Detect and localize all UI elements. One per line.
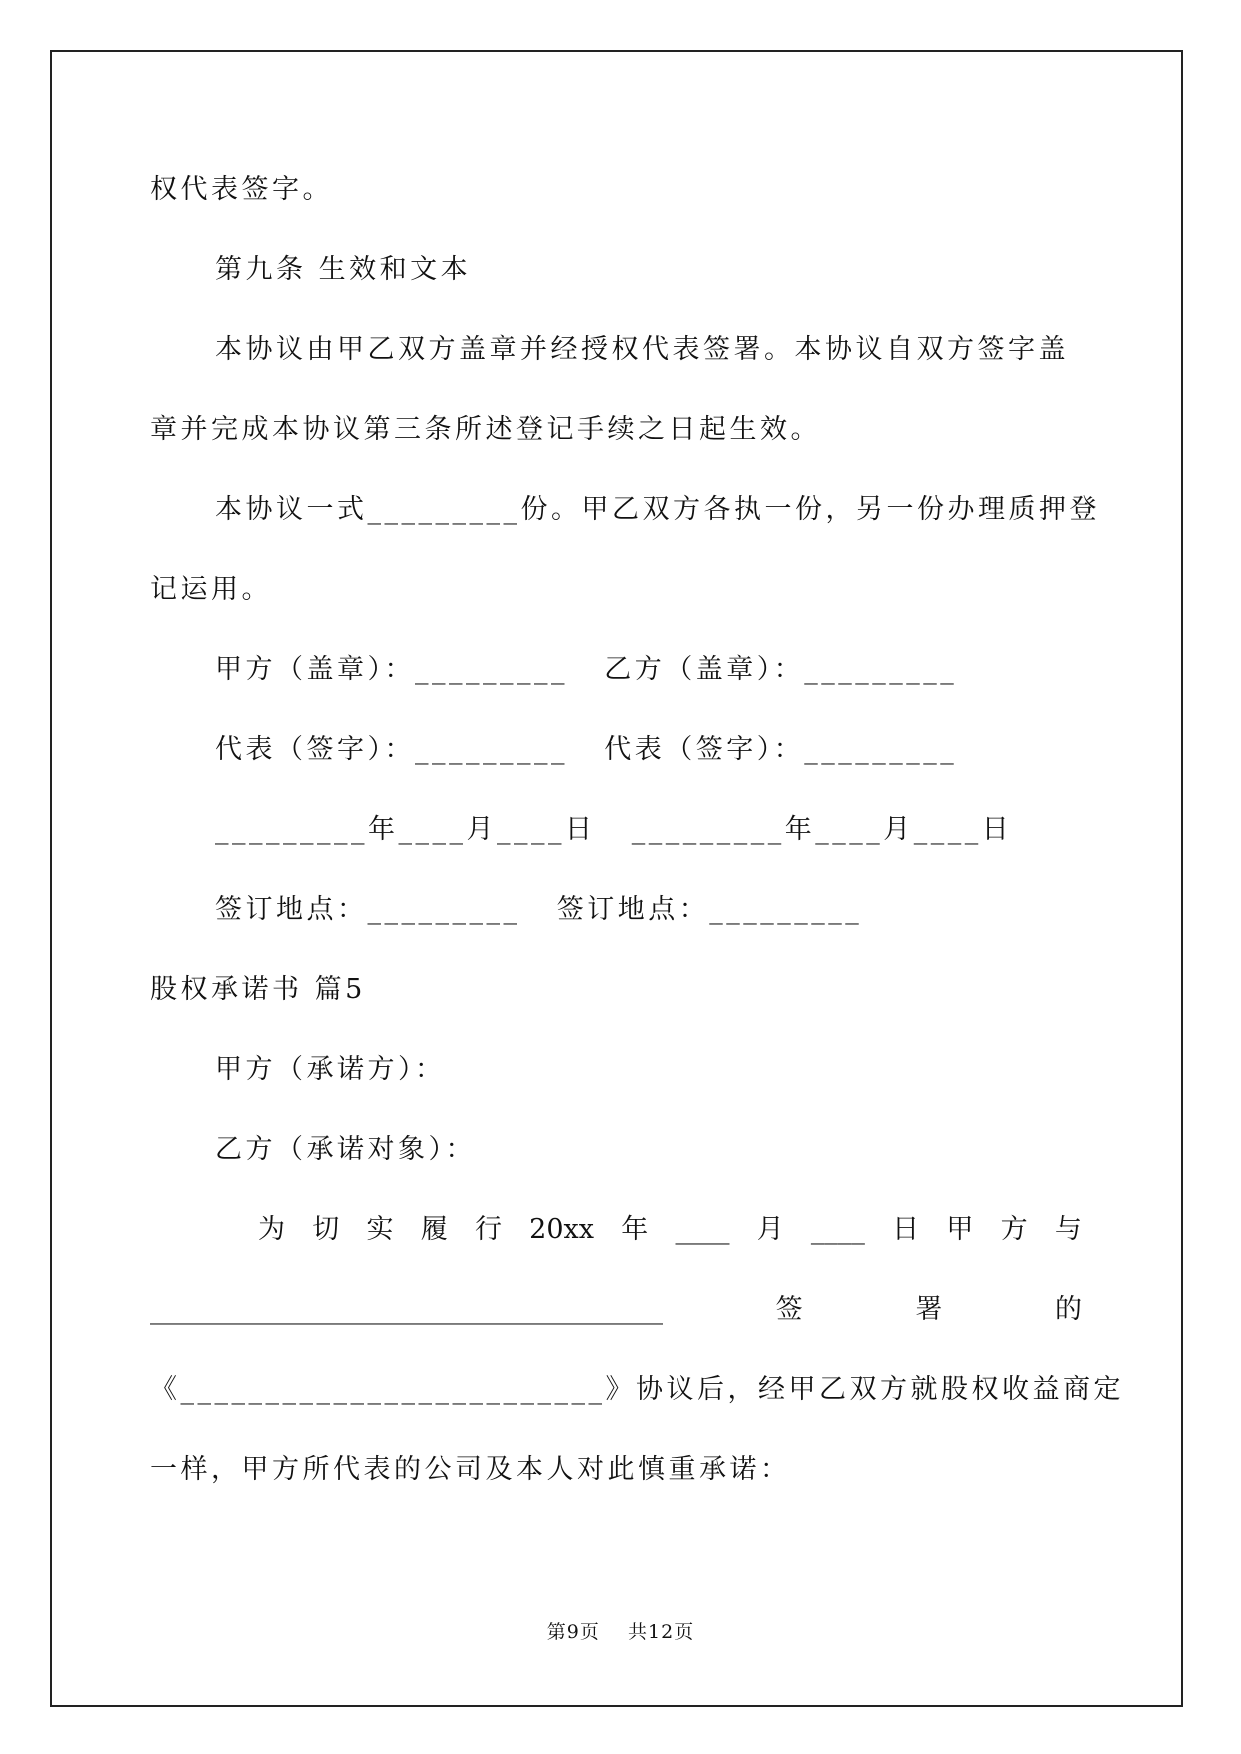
text-line: 本协议一式_________份。甲乙双方各执一份，另一份办理质押登 bbox=[215, 494, 1100, 525]
section-heading: 第九条 生效和文本 bbox=[215, 254, 472, 285]
signature-line: 代表（签字）：_________ 代表（签字）：_________ bbox=[215, 734, 958, 765]
word: 履 bbox=[420, 1214, 448, 1245]
word: 的 bbox=[1054, 1294, 1082, 1325]
text-line: 本协议由甲乙双方盖章并经授权代表签署。本协议自双方签字盖 bbox=[215, 334, 1069, 365]
party-a-line: 甲方（承诺方）： bbox=[215, 1054, 446, 1085]
word: 方 bbox=[1000, 1214, 1028, 1245]
word: 为 bbox=[258, 1214, 285, 1245]
word: 日 bbox=[892, 1214, 920, 1245]
word: 切 bbox=[312, 1214, 340, 1245]
word: 年 bbox=[621, 1214, 649, 1245]
word: 月 bbox=[756, 1214, 784, 1245]
text-line: 权代表签字。 bbox=[150, 174, 333, 205]
word: 甲 bbox=[946, 1214, 974, 1245]
word: 与 bbox=[1054, 1214, 1082, 1245]
word: 行 bbox=[474, 1214, 502, 1245]
justified-line-1 bbox=[258, 1210, 1082, 1250]
text-line: 《_________________________》协议后，经甲乙双方就股权收益商定 bbox=[150, 1374, 1124, 1405]
place-line: 签订地点：_________ 签订地点：_________ bbox=[215, 894, 863, 925]
text-line: 一样，甲方所代表的公司及本人对此慎重承诺： bbox=[150, 1454, 791, 1485]
text-line: 章并完成本协议第三条所述登记手续之日起生效。 bbox=[150, 414, 821, 445]
word: ____ bbox=[675, 1214, 730, 1245]
word: ____ bbox=[810, 1214, 865, 1245]
date-line: _________年____月____日 _________年____月____日 bbox=[215, 814, 1013, 845]
word: 署 bbox=[915, 1294, 943, 1325]
seal-line: 甲方（盖章）：_________ 乙方（盖章）：_________ bbox=[215, 654, 958, 685]
blank: ______________________________________ bbox=[150, 1294, 663, 1325]
page-number: 第9页 共12页 bbox=[546, 1621, 695, 1643]
justified-line-2 bbox=[150, 1290, 1082, 1330]
party-b-line: 乙方（承诺对象）： bbox=[215, 1134, 476, 1165]
word: 实 bbox=[366, 1214, 394, 1245]
document-title: 股权承诺书 篇5 bbox=[150, 974, 366, 1005]
word: 20xx bbox=[529, 1214, 594, 1245]
word: 签 bbox=[775, 1294, 803, 1325]
text-line: 记运用。 bbox=[150, 574, 272, 605]
